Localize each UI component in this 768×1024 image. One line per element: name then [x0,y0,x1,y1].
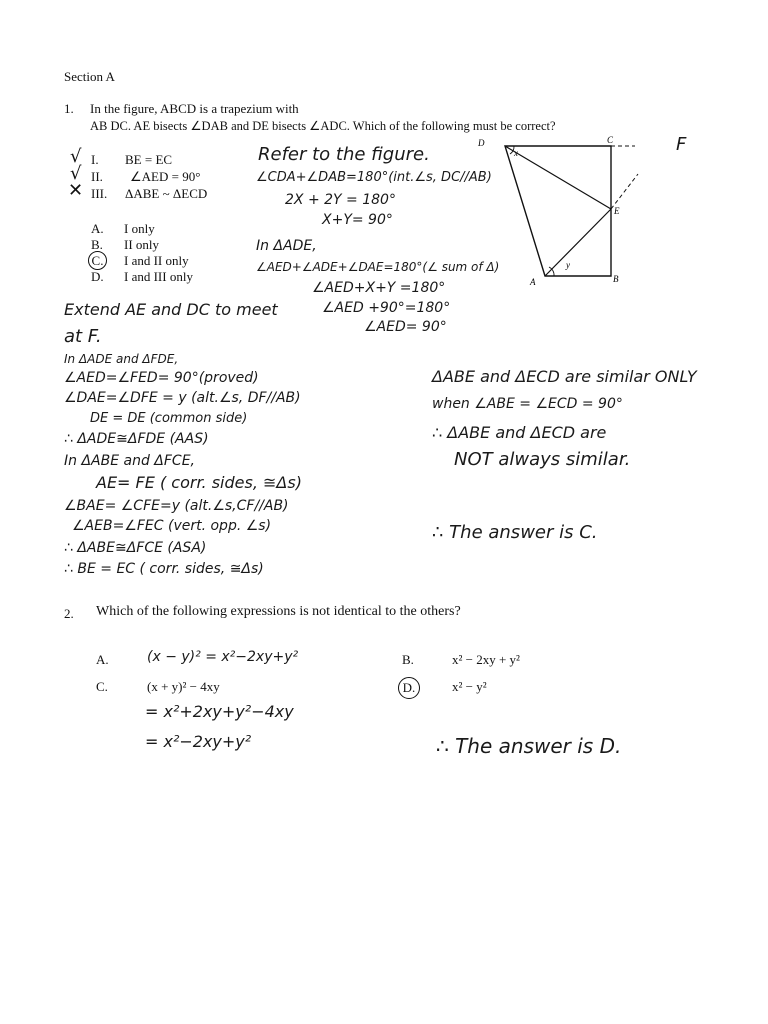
work-line: ∠AED=∠FED= 90°(proved) [64,370,259,386]
work-line: ∴ ΔABE≅ΔFCE (ASA) [64,540,207,556]
label-d: D [478,138,485,148]
option-letter: B. [91,237,103,252]
work-line: In ΔABE and ΔFCE, [64,453,195,469]
trapezium-figure [470,130,700,290]
label-a: A [530,277,536,287]
check-mark-icon: √ [70,146,82,167]
statement-text: ΔABE ~ ΔECD [125,186,208,201]
work-line: ∠CDA+∠DAB=180°(int.∠s, DC//AB) [256,170,492,185]
work-line: ∠AED+X+Y =180° [312,280,446,296]
work-line: In ΔADE, [256,238,317,254]
work-line: ∠AED= 90° [364,319,447,335]
option-letter: A. [91,221,104,236]
work-line: Refer to the figure. [258,144,430,165]
q2-option-a-letter: A. [96,652,109,667]
q2-question: Which of the following expressions is not identical to the others? [96,604,461,619]
option-letter-circled: C. [88,251,107,270]
work-line: 2X + 2Y = 180° [285,192,396,208]
work-line: ∴ ΔADE≅ΔFDE (AAS) [64,431,209,447]
q2-option-c-expr: (x + y)² − 4xy [147,679,220,694]
q2-option-b-expr: x² − 2xy + y² [452,652,520,667]
q1-answer: ∴ The answer is C. [432,522,598,543]
note-line: ∴ ΔABE and ΔECD are [432,423,607,442]
work-line: ∠AEB=∠FEC (vert. opp. ∠s) [72,518,272,534]
option-text: I only [124,221,155,236]
q2-number: 2. [64,606,74,621]
q1-number: 1. [64,101,74,116]
label-x: x [514,148,518,158]
work-line: In ΔADE and ΔFDE, [64,352,179,366]
q2-answer: ∴ The answer is D. [436,734,622,758]
q2-work-line: = x²+2xy+y²−4xy [145,702,294,721]
work-line: ∠DAE=∠DFE = y (alt.∠s, DF//AB) [64,390,301,406]
q2-work-line: = x²−2xy+y² [145,732,252,751]
option-text: II only [124,237,160,252]
q2-option-d-expr: x² − y² [452,679,487,694]
work-line: ∠BAE= ∠CFE=y (alt.∠s,CF//AB) [64,498,289,514]
extension-ef [611,174,638,209]
label-c: C [607,135,614,145]
q2-option-d-letter-circled: D. [398,677,420,699]
segment-ae [545,209,611,276]
option-letter: D. [91,269,104,284]
section-title: Section A [64,69,115,84]
work-line: ∠AED +90°=180° [322,300,451,316]
work-line: at F. [64,326,102,347]
q2-option-c-letter: C. [96,679,108,694]
statement-roman: II. [91,169,103,184]
work-line: ∴ BE = EC ( corr. sides, ≅Δs) [64,561,264,577]
label-b: B [613,274,619,284]
work-line: DE = DE (common side) [90,411,248,426]
note-line: NOT always similar. [454,449,631,470]
cross-mark-icon: ✕ [68,180,84,201]
trapezium-outline [505,146,611,276]
label-f: F [676,134,687,155]
label-y: y [566,260,570,270]
q1-line1: In the figure, ABCD is a trapezium with [90,101,299,116]
option-text: I and III only [124,269,193,284]
statement-roman: I. [91,152,99,167]
statement-text: ∠AED = 90° [130,169,201,184]
q2-option-a-expr: (x − y)² = x²−2xy+y² [147,649,299,665]
work-line: Extend AE and DC to meet [64,300,278,319]
statement-text: BE = EC [125,152,173,167]
q2-option-b-letter: B. [402,652,414,667]
work-line: AE= FE ( corr. sides, ≅Δs) [96,473,302,492]
q1-line2: AB DC. AE bisects ∠DAB and DE bisects ∠ADC. Which of the following must be correct? [90,119,556,133]
note-line: when ∠ABE = ∠ECD = 90° [432,396,623,412]
label-e: E [614,206,620,216]
work-line: ∠AED+∠ADE+∠DAE=180°(∠ sum of Δ) [256,260,500,274]
statement-roman: III. [91,186,108,201]
option-text: I and II only [124,253,189,268]
work-line: X+Y= 90° [322,212,393,228]
note-line: ΔABE and ΔECD are similar ONLY [432,367,697,386]
check-mark-icon: √ [70,163,82,184]
